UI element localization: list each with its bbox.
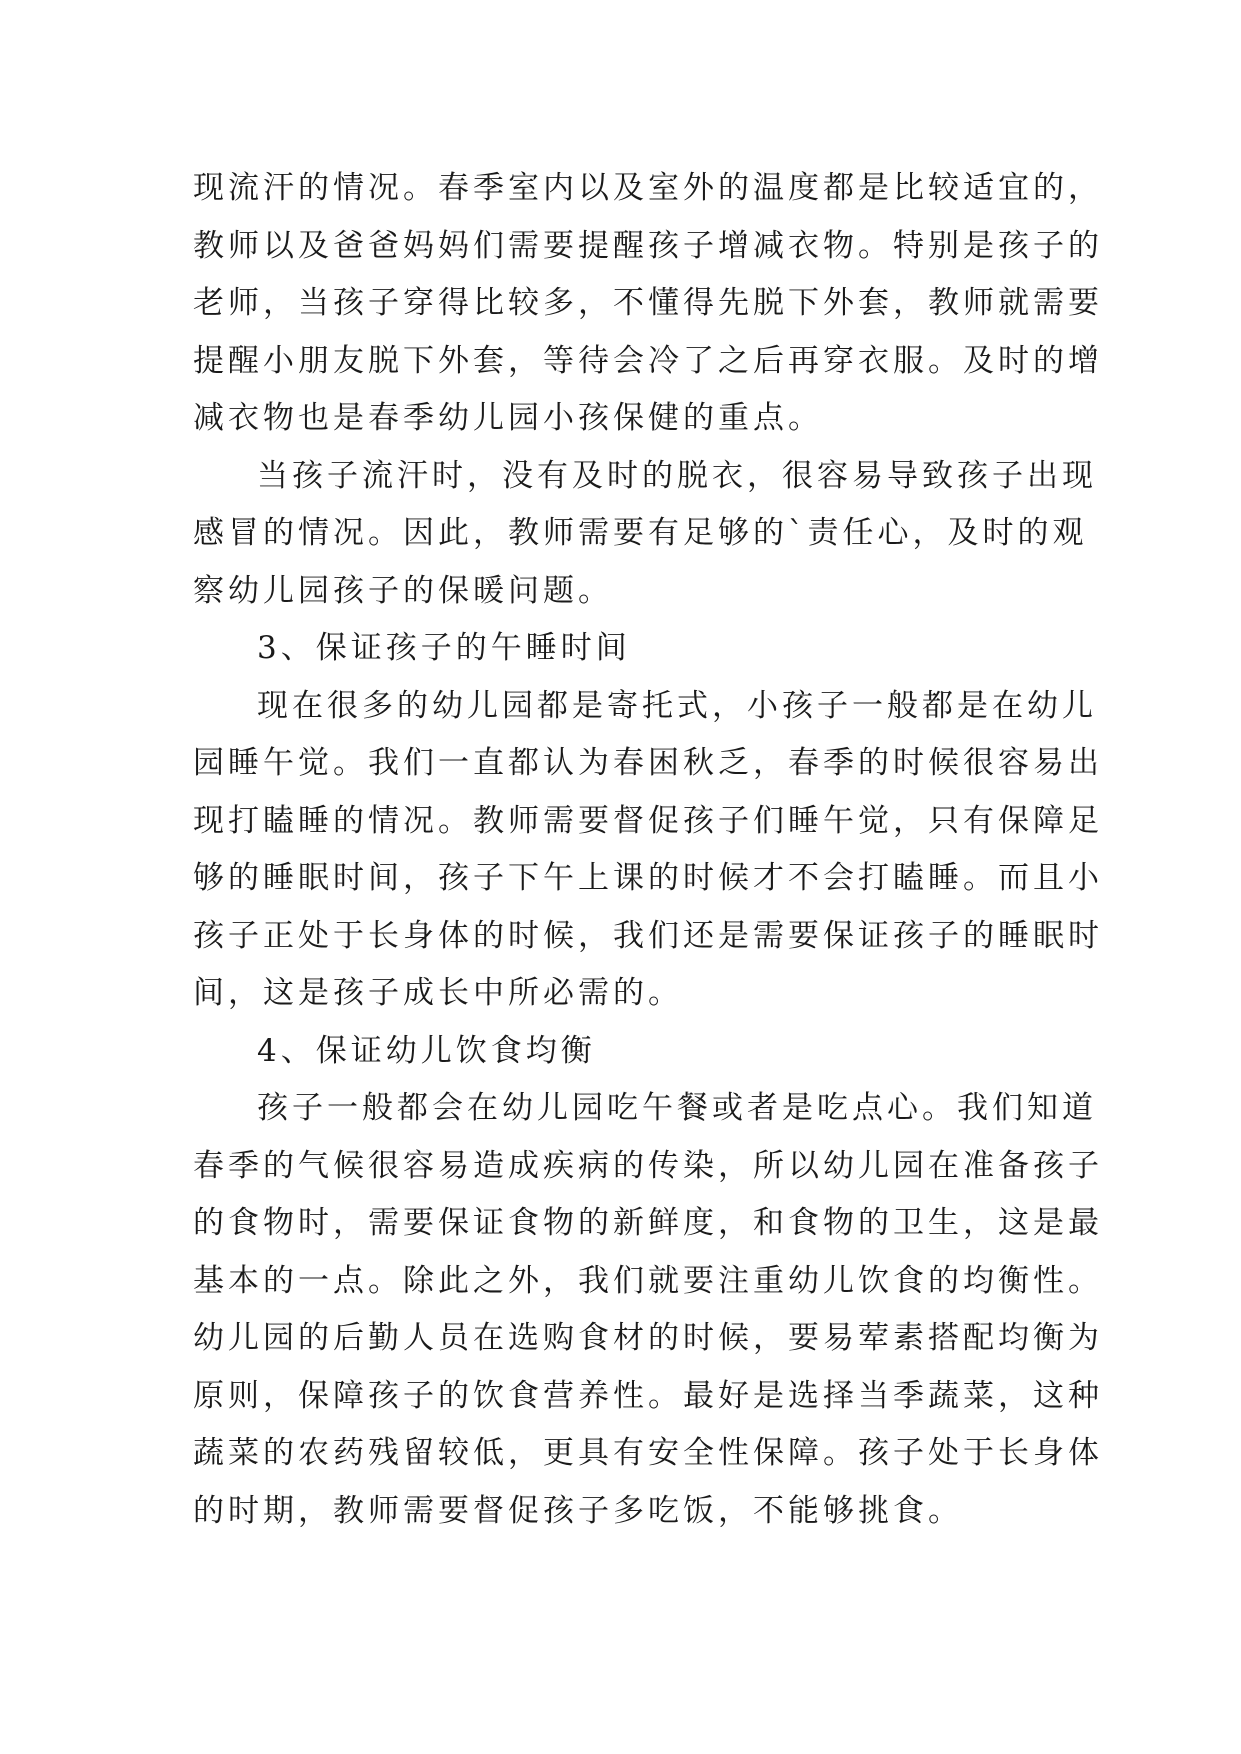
- text-line: 现在很多的幼儿园都是寄托式，小孩子一般都是在幼儿: [257, 687, 1097, 724]
- text-line: 够的睡眠时间，孩子下午上课的时候才不会打瞌睡。而且小: [193, 860, 1103, 896]
- text-line: 减衣物也是春季幼儿园小孩保健的重点。: [193, 400, 823, 436]
- paragraph-nap: [193, 678, 1103, 1023]
- text-line: 教师以及爸爸妈妈们需要提醒孩子增减衣物。特别是孩子的: [193, 227, 1103, 264]
- text-line: 老师，当孩子穿得比较多，不懂得先脱下外套，教师就需要: [193, 285, 1103, 321]
- text-line: 孩子一般都会在幼儿园吃午餐或者是吃点心。我们知道: [257, 1090, 1097, 1126]
- text-line: 提醒小朋友脱下外套，等待会冷了之后再穿衣服。及时的增: [193, 342, 1103, 379]
- text-line: 间，这是孩子成长中所必需的。: [193, 975, 683, 1011]
- text-line: 的时期，教师需要督促孩子多吃饭，不能够挑食。: [193, 1492, 963, 1529]
- text-line: 春季的气候很容易造成疾病的传染，所以幼儿园在准备孩子: [193, 1147, 1103, 1184]
- text-line: 原则，保障孩子的饮食营养性。最好是选择当季蔬菜，这种: [193, 1377, 1103, 1414]
- text-line: 感冒的情况。因此，教师需要有足够的`责任心，及时的观: [193, 515, 1088, 551]
- text-line: 基本的一点。除此之外，我们就要注重幼儿饮食的均衡性。: [193, 1262, 1103, 1299]
- paragraph-sweating: [193, 448, 1097, 621]
- text-line: 的食物时，需要保证食物的新鲜度，和食物的卫生，这是最: [193, 1205, 1103, 1241]
- text-line: 园睡午觉。我们一直都认为春困秋乏，春季的时候很容易出: [193, 745, 1103, 781]
- text-line: 当孩子流汗时，没有及时的脱衣，很容易导致孩子出现: [257, 457, 1097, 494]
- paragraph-clothing: [193, 160, 1103, 448]
- document-body: [193, 160, 1103, 1540]
- text-line: 幼儿园的后勤人员在选购食材的时候，要易荤素搭配均衡为: [193, 1320, 1103, 1356]
- section-heading-nap: [193, 620, 1073, 678]
- text-line: 蔬菜的农药残留较低，更具有安全性保障。孩子处于长身体: [193, 1435, 1103, 1471]
- text-line: 察幼儿园孩子的保暖问题。: [193, 572, 613, 609]
- text-line: 现打瞌睡的情况。教师需要督促孩子们睡午觉，只有保障足: [193, 802, 1103, 839]
- text-line: 现流汗的情况。春季室内以及室外的温度都是比较适宜的，: [193, 170, 1103, 206]
- heading-line: 4、保证幼儿饮食均衡: [257, 1032, 596, 1069]
- section-heading-diet: [193, 1023, 1073, 1081]
- text-line: 孩子正处于长身体的时候，我们还是需要保证孩子的睡眠时: [193, 917, 1103, 954]
- heading-line: 3、保证孩子的午睡时间: [257, 630, 631, 666]
- paragraph-diet: [193, 1080, 1103, 1540]
